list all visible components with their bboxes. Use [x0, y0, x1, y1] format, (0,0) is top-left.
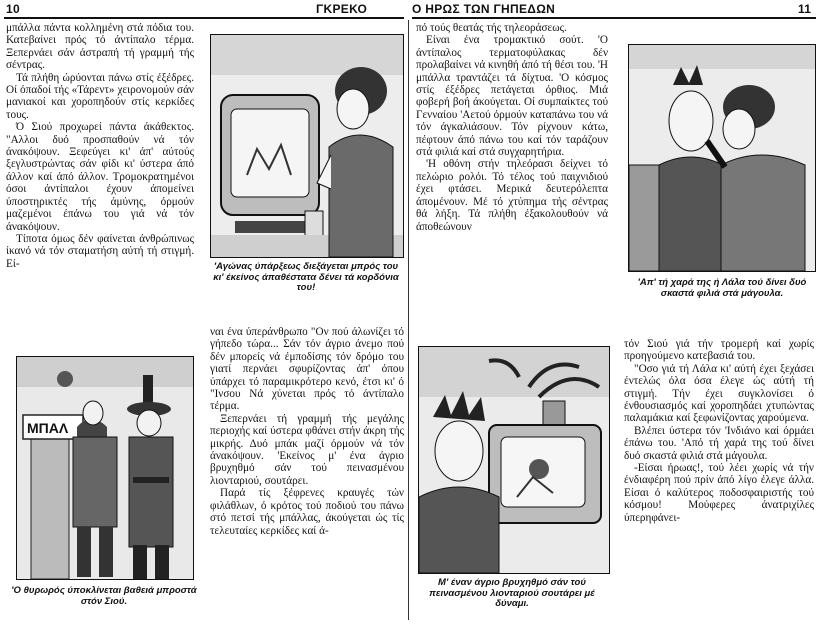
right-running-title: Ο ΗΡΩΣ ΤΩΝ ΓΗΠΕΔΩΝ	[412, 2, 556, 16]
left-header-rule	[4, 17, 404, 19]
paragraph: 'Η οθόνη στήν τηλεόρασι δείχνει τό πελώριο ρολόι. Τό τέλος τού παιχνιδιού έχει φτάσει. Μερικά δευτερόλεπτα άπομένουν. Μέ τό χτύπημα τής σέντρας θά λήξη. Τά πλήθη έξακολουθούν νά άποθεώνουν	[416, 158, 608, 233]
left-page-number: 10	[6, 2, 20, 16]
woman-tv-illustration	[210, 34, 404, 258]
caption-doorman: 'Ο θυρωρός ύποκλίνεται βαθειά μπροστά στόν Σιού.	[11, 585, 197, 607]
paragraph: Ό Σιού προχωρεί πάντα άκάθεκτος. "Αλλοι δυό προσπαθούν νά τόν άνακόψουν. Ξεφεύγει κι' άπ' αύτούς ξεγλυστρώντας σάν φίδι κι' ύστερα άπό άλλον καί άπό άλλον. Τρομοκρατημένοι όσοι άντίπαλοι έχουν άπομείνει ύποστηρικτές τής άμύνης, όρμούν μαζεμένοι έπάνω του γιά νά τόν άνακόψουν.	[6, 121, 194, 233]
doorman-illustration	[16, 356, 194, 580]
caption-boy-tv: Μ' έναν άγριο βρυχηθμό σάν τού πεινασμένου λιονταριού σουτάρει μέ δύναμι.	[429, 577, 595, 609]
boy-tv-illustration	[418, 346, 610, 574]
paragraph: Τίποτα όμως δέν φαίνεται άνθρώπινως ίκανό νά τόν σταματήση αύτή τή στιγμή. Εί-	[6, 232, 194, 270]
text-column-3	[416, 22, 608, 233]
left-running-title: ΓΚΡΕΚΟ	[316, 2, 368, 16]
paragraph: -Είσαι ήρωας!, τού λέει χωρίς νά τήν ένδιαφέρη πού πρίν άπό λίγο έλεγε άλλα. Είσαι ό καλύτερος ποδοσφαιριστής τού κόσμου! Μούφερες άνατριχίλες ύπερηφάνει-	[624, 462, 814, 524]
right-page-number: 11	[798, 2, 812, 16]
sign-text: ΜΠΑΛ	[27, 420, 69, 436]
caption-woman-tv: 'Αγώνας ύπάρξεως διεξάγεται μπρός του κι' έκείνος άπαθέστατα δένει τά κορδόνια του!	[213, 261, 399, 293]
paragraph: Είναι ένα τρομακτικό σούτ. 'Ο άντίπαλος τερματοφύλακας δέν προλαβαίνει νά κινηθή άπό τή θέσι του. 'Η μπάλλα τραντάζει τά δίχτυα. 'Ο κόσμος στίς έξέδρες πετάγεται όρθιος. Μιά φοβερή βοή άκούγεται. Οί συμπαίκτες τού Γενναίου 'Αετού όρμούν καταπάνω του νά τόν άγκαλιάσουν. Τόν ρίχνουν κάτω, πέφτουν άπό πάνω του καί τόν ταράζουν στά φιλιά καί στά συγχαρητήρια.	[416, 34, 608, 159]
right-header-rule	[412, 17, 816, 19]
paragraph: Παρά τίς ξέφρενες κραυγές τών φιλάθλων, ό κρότος τού ποδιού του πάνω στό πετσί τής μπάλλας, άκούγεται ώς τίς τελευταίες κερκίδες καί ά-	[210, 487, 404, 537]
text-column-4	[624, 338, 814, 524]
text-column-2	[210, 326, 404, 537]
paragraph: "Οσο γιά τή Λάλα κι' αύτή έχει ξεχάσει έντελώς όλα όσα έλεγε ώς αύτή τή στιγμή. Τήν έχει συγκλονίσει ό ένθουσιασμός καί χοροπηδάει χτυπώντας παλαμάκια καί ξεφωνίζοντας χαρούμενα.	[624, 362, 814, 425]
paragraph: τόν Σιού γιά τήν τρομερή καί χωρίς προηγούμενο κατεβασιά του.	[624, 338, 814, 363]
kiss-illustration	[628, 44, 816, 272]
paragraph: μπάλλα πάντα κολλημένη στά πόδια του. Κατεβαίνει πρός τό άντίπαλο τέρμα. Ξεπερνάει σάν άστραπή τή γραμμή τής σέντρας.	[6, 22, 194, 72]
text-column-1	[6, 22, 194, 270]
caption-kiss: 'Απ' τή χαρά της ή Λάλα τού δίνει δυό σκαστά φιλιά στά μάγουλα.	[637, 277, 807, 299]
paragraph: πό τούς θεατάς τής τηλεοράσεως.	[416, 22, 567, 34]
page-gutter	[408, 20, 409, 620]
paragraph: Ξεπερνάει τή γραμμή τής μεγάλης περιοχής καί ύστερα φθάνει στήν άκρη τής μικρής. Δυό μπάκ μαζί όρμούν νά τόν άνακόψουν. 'Εκείνος μ' ένα άγριο βρυχηθμό σάν τού πεινασμένου λιονταριού, σουτάρει.	[210, 412, 404, 487]
paragraph: Τά πλήθη ώρύονται πάνω στίς έξέδρες. Οί όπαδοί τής «Τάρεντ» χειρονομούν σάν μανιακοί και χοροπηδούν στίς κερκίδες τους.	[6, 71, 194, 121]
paragraph: Βλέπει ύστερα τόν 'Ινδιάνο καί όρμάει έπάνω του. 'Από τή χαρά της τού δίνει δυό σκαστά φιλιά στά μάγουλα.	[624, 424, 814, 462]
paragraph: ναι ένα ύπεράνθρωπο "Ον πού άλωνίζει τό γήπεδο τώρα... Σάν τόν άγριο άνεμο πού δέν μπορείς νά έμποδίσης τόν δρόμο του γιατί περνάει σφυρίζοντας άπ' όπου ύπάρχει τό παραμικρότερο κενό, έτσι κι' ό "Ινσου Νά χύνεται πρός τό άντίπαλο τέρμα.	[210, 326, 404, 413]
